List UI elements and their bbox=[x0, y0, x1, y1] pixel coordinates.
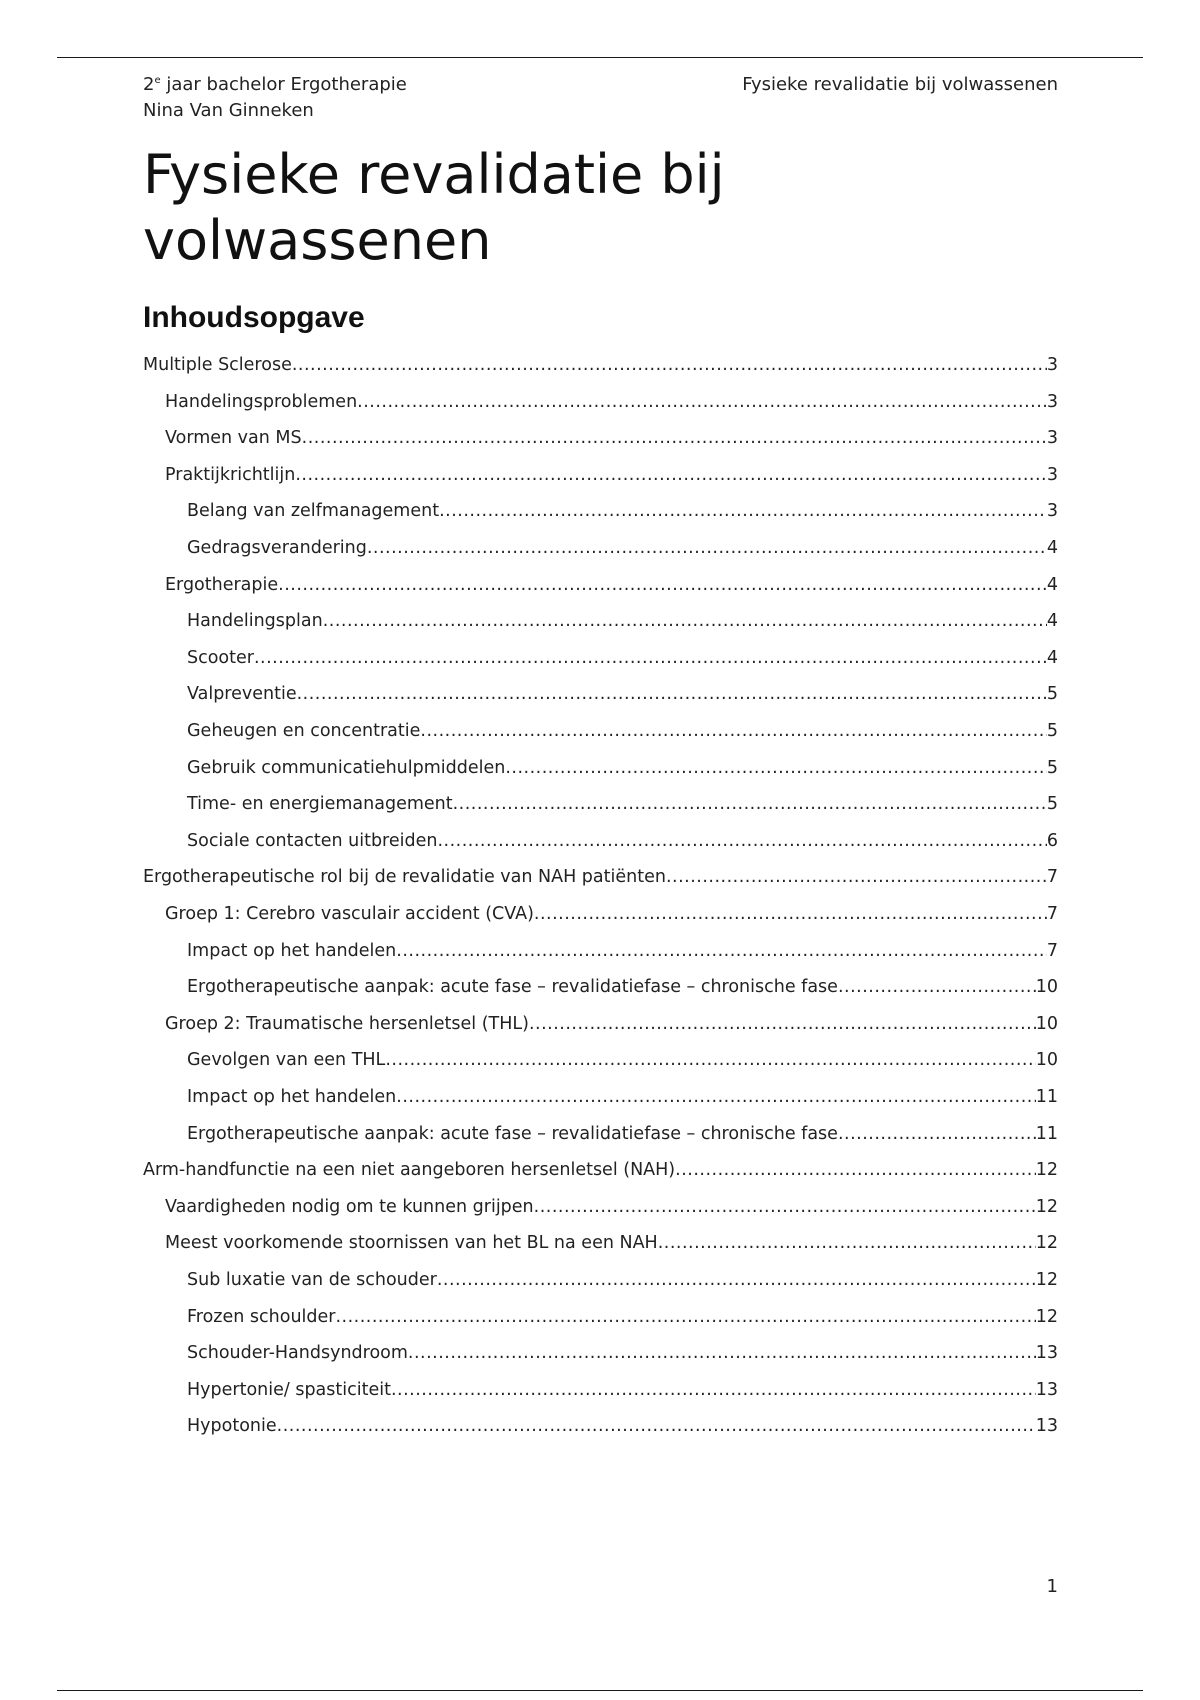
toc-entry[interactable] bbox=[143, 352, 1058, 378]
toc-entry-label: Gebruik communicatiehulpmiddelen bbox=[187, 757, 506, 778]
toc-entry[interactable] bbox=[187, 498, 1058, 524]
toc-dot-leader bbox=[534, 1194, 1036, 1220]
header-rule bbox=[57, 57, 1143, 58]
toc-entry-page: 5 bbox=[1046, 684, 1058, 705]
toc-entry-page: 3 bbox=[1046, 428, 1058, 449]
toc-entry[interactable] bbox=[187, 1413, 1058, 1439]
toc-entry-page: 10 bbox=[1035, 1050, 1058, 1071]
toc-entry-label: Praktijkrichtlijn bbox=[165, 464, 296, 485]
toc-entry-page: 4 bbox=[1046, 647, 1058, 668]
toc-entry-label: Sub luxatie van de schouder bbox=[187, 1270, 437, 1290]
toc-entry-page: 3 bbox=[1046, 464, 1058, 485]
toc-entry-label: Vaardigheden nodig om te kunnen grijpen bbox=[165, 1196, 534, 1217]
toc-dot-leader bbox=[292, 352, 1047, 378]
toc-entry-page: 12 bbox=[1035, 1306, 1058, 1327]
header-course bbox=[143, 72, 407, 98]
toc-entry-page: 10 bbox=[1035, 977, 1058, 998]
toc-entry-page: 11 bbox=[1035, 1087, 1058, 1107]
toc-entry-page: 5 bbox=[1046, 721, 1058, 741]
toc-entry-page: 13 bbox=[1035, 1379, 1058, 1400]
toc-entry[interactable] bbox=[165, 1194, 1058, 1220]
toc-entry[interactable] bbox=[187, 1304, 1058, 1330]
toc-entry[interactable] bbox=[165, 389, 1058, 415]
toc-entry[interactable] bbox=[187, 1047, 1058, 1073]
document-title: Fysieke revalidatie bij volwassenen bbox=[143, 143, 725, 272]
toc-entry-label: Ergotherapeutische aanpak: acute fase – revalidatiefase – chronische fase bbox=[187, 1123, 838, 1144]
toc-entry-label: Hypertonie/ spasticiteit bbox=[187, 1379, 391, 1400]
toc-entry[interactable] bbox=[187, 608, 1058, 634]
toc-entry[interactable] bbox=[187, 974, 1058, 1000]
toc-dot-leader bbox=[439, 498, 1047, 524]
toc-entry-page: 12 bbox=[1035, 1233, 1058, 1254]
toc-entry-page: 12 bbox=[1035, 1160, 1058, 1181]
toc-dot-leader bbox=[302, 425, 1047, 451]
toc-dot-leader bbox=[295, 462, 1047, 488]
header-author: Nina Van Ginneken bbox=[143, 100, 314, 121]
header-left bbox=[143, 72, 407, 124]
toc-dot-leader bbox=[335, 1304, 1035, 1330]
header-course-year: 2 bbox=[143, 74, 155, 95]
toc-dot-leader bbox=[420, 718, 1046, 744]
toc-dot-leader bbox=[437, 1267, 1036, 1293]
toc-dot-leader bbox=[838, 974, 1036, 1000]
toc-dot-leader bbox=[658, 1230, 1036, 1256]
toc-dot-leader bbox=[408, 1340, 1036, 1366]
footer-rule bbox=[57, 1690, 1143, 1691]
toc-entry[interactable] bbox=[143, 864, 1058, 890]
toc-entry[interactable] bbox=[187, 1121, 1058, 1147]
toc-entry-label: Groep 1: Cerebro vasculair accident (CVA) bbox=[165, 904, 534, 924]
toc-entry-page: 13 bbox=[1035, 1343, 1058, 1364]
toc-entry-page: 10 bbox=[1035, 1013, 1058, 1034]
toc-dot-leader bbox=[453, 791, 1047, 817]
toc-entry[interactable] bbox=[187, 1340, 1058, 1366]
toc-entry-page: 3 bbox=[1046, 501, 1058, 522]
toc-entry-label: Impact op het handelen bbox=[187, 940, 397, 961]
toc-dot-leader bbox=[367, 535, 1047, 561]
toc-entry-label: Schouder-Handsyndroom bbox=[187, 1343, 408, 1364]
toc-entry-label: Sociale contacten uitbreiden bbox=[187, 830, 438, 851]
toc-entry[interactable] bbox=[187, 1267, 1058, 1293]
toc-dot-leader bbox=[277, 1413, 1036, 1439]
toc-dot-leader bbox=[254, 645, 1047, 671]
toc-dot-leader bbox=[675, 1157, 1036, 1183]
toc-entry-label: Geheugen en concentratie bbox=[187, 721, 421, 741]
toc-entry[interactable] bbox=[165, 1230, 1058, 1256]
toc-entry-page: 7 bbox=[1046, 867, 1058, 888]
toc-entry-page: 3 bbox=[1046, 355, 1058, 375]
toc-entry[interactable] bbox=[165, 572, 1058, 598]
toc-dot-leader bbox=[437, 828, 1046, 854]
toc-dot-leader bbox=[391, 1377, 1036, 1403]
toc-entry[interactable] bbox=[187, 718, 1058, 744]
toc-entry-label: Valpreventie bbox=[187, 684, 297, 705]
toc-dot-leader bbox=[666, 864, 1047, 890]
toc-dot-leader bbox=[529, 1011, 1036, 1037]
toc-entry-label: Handelingsplan bbox=[187, 611, 323, 632]
toc-entry-page: 4 bbox=[1046, 574, 1058, 595]
toc-entry-label: Ergotherapeutische aanpak: acute fase – revalidatiefase – chronische fase bbox=[187, 977, 838, 998]
toc-dot-leader bbox=[297, 681, 1047, 707]
toc-entry[interactable] bbox=[187, 1084, 1058, 1110]
toc-entry-label: Vormen van MS bbox=[165, 428, 302, 449]
toc-dot-leader bbox=[278, 572, 1047, 598]
toc-entry-label: Time- en energiemanagement bbox=[187, 794, 453, 815]
toc-entry[interactable] bbox=[187, 791, 1058, 817]
toc-entry[interactable] bbox=[187, 681, 1058, 707]
toc-entry-page: 5 bbox=[1046, 794, 1058, 815]
toc-entry[interactable] bbox=[187, 1377, 1058, 1403]
toc-entry-label: Scooter bbox=[187, 647, 254, 668]
toc-entry-page: 4 bbox=[1046, 611, 1058, 632]
toc-entry-label: Hypotonie bbox=[187, 1416, 277, 1437]
toc-entry[interactable] bbox=[143, 1157, 1058, 1183]
header-course-year-sup: e bbox=[154, 75, 161, 86]
toc-dot-leader bbox=[396, 938, 1047, 964]
toc-dot-leader bbox=[385, 1047, 1035, 1073]
toc-dot-leader bbox=[323, 608, 1047, 634]
toc-entry[interactable] bbox=[187, 535, 1058, 561]
toc-entry[interactable] bbox=[165, 901, 1058, 927]
toc-entry-label: Belang van zelfmanagement bbox=[187, 501, 440, 522]
toc-heading: Inhoudsopgave bbox=[143, 301, 365, 334]
toc-entry-page: 5 bbox=[1046, 757, 1058, 778]
toc-entry-page: 13 bbox=[1035, 1416, 1058, 1437]
toc-entry-page: 7 bbox=[1046, 904, 1058, 924]
toc-entry-label: Gevolgen van een THL bbox=[187, 1050, 386, 1071]
toc-entry[interactable] bbox=[165, 1011, 1058, 1037]
page-number: 1 bbox=[1046, 1576, 1058, 1597]
toc-entry-page: 6 bbox=[1046, 830, 1058, 851]
toc-entry[interactable] bbox=[187, 645, 1058, 671]
toc-dot-leader bbox=[505, 755, 1047, 781]
toc-entry-label: Meest voorkomende stoornissen van het BL na een NAH bbox=[165, 1233, 658, 1254]
toc-entry-label: Gedragsverandering bbox=[187, 538, 367, 558]
toc-entry-page: 3 bbox=[1046, 391, 1058, 412]
toc-dot-leader bbox=[357, 389, 1047, 415]
toc-entry-page: 11 bbox=[1035, 1123, 1058, 1144]
toc-entry-label: Impact op het handelen bbox=[187, 1087, 397, 1107]
header-doc-title: Fysieke revalidatie bij volwassenen bbox=[742, 74, 1058, 95]
toc-entry-label: Multiple Sclerose bbox=[143, 355, 292, 375]
toc-entry-label: Ergotherapeutische rol bij de revalidatie van NAH patiënten bbox=[143, 867, 666, 888]
toc-entry[interactable] bbox=[187, 755, 1058, 781]
toc-entry-label: Handelingsproblemen bbox=[165, 391, 358, 412]
toc-dot-leader bbox=[396, 1084, 1035, 1110]
toc-entry-page: 12 bbox=[1035, 1196, 1058, 1217]
toc-entry[interactable] bbox=[165, 425, 1058, 451]
toc-entry-page: 12 bbox=[1035, 1270, 1058, 1290]
toc-entry[interactable] bbox=[165, 462, 1058, 488]
toc-dot-leader bbox=[534, 901, 1047, 927]
header-course-name: jaar bachelor Ergotherapie bbox=[160, 74, 407, 95]
toc-entry-label: Arm-handfunctie na een niet aangeboren hersenletsel (NAH) bbox=[143, 1160, 676, 1181]
toc-entry-page: 7 bbox=[1046, 940, 1058, 961]
toc-entry-label: Ergotherapie bbox=[165, 574, 279, 595]
toc-entry[interactable] bbox=[187, 828, 1058, 854]
toc-dot-leader bbox=[838, 1121, 1036, 1147]
toc-entry-label: Groep 2: Traumatische hersenletsel (THL) bbox=[165, 1013, 529, 1034]
toc-entry[interactable] bbox=[187, 938, 1058, 964]
toc-entry-label: Frozen schoulder bbox=[187, 1306, 336, 1327]
toc-entry-page: 4 bbox=[1046, 538, 1058, 558]
